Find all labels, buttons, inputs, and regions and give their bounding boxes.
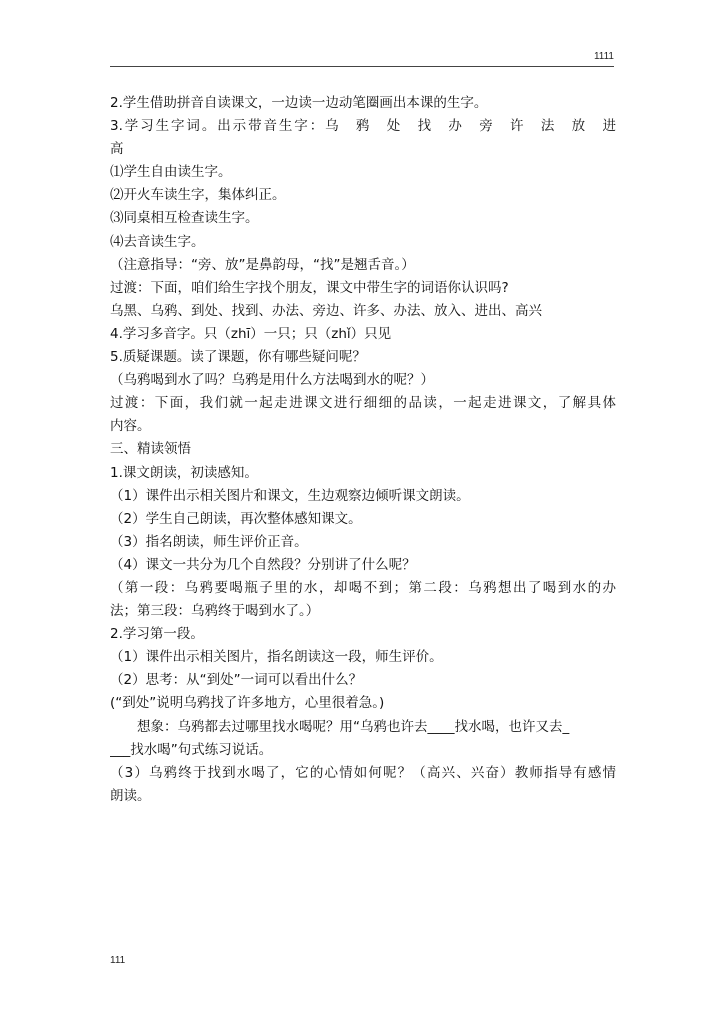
text-line: ⑵开火车读生字，集体纠正。: [110, 187, 286, 204]
text-line: 2.学习第一段。: [110, 626, 204, 643]
text-line: ⑴学生自由读生字。: [110, 164, 232, 181]
text-line: 1.课文朗读，初读感知。: [110, 464, 258, 481]
text-line: 过渡：下面，咱们给生字找个朋友，课文中带生字的词语你认识吗?: [110, 279, 509, 296]
text-line: 过渡：下面，我们就一起走进课文进行细细的品读，一起走进课文，了解具体: [110, 395, 616, 412]
text-line: ⑷去音读生字。: [110, 233, 205, 250]
text-line: 5.质疑课题。读了课题，你有哪些疑问呢？: [110, 349, 366, 366]
text-line: （1）课件出示相关图片和课文，生边观察边倾听课文朗读。: [110, 487, 470, 504]
text-line: ⑶同桌相互检查读生字。: [110, 210, 259, 227]
section-heading: 三、精读领悟: [110, 441, 191, 458]
text-line: 4.学习多音字。只（zhī）一只；只（zhǐ）只见: [110, 325, 392, 342]
text-line: （第一段：乌鸦要喝瓶子里的水，却喝不到；第二段：乌鸦想出了喝到水的办: [110, 579, 616, 596]
text-line: （3）乌鸦终于找到水喝了，它的心情如何呢？（高兴、兴奋）教师指导有感情: [110, 764, 616, 781]
header-page-number: 1111: [593, 51, 614, 62]
text-line: 2.学生借助拼音自读课文，一边读一边动笔圈画出本课的生字。: [110, 95, 488, 111]
text-line: （1）课件出示相关图片，指名朗读这一段，师生评价。: [110, 649, 443, 666]
text-line: 乌黑、乌鸦、到处、找到、办法、旁边、许多、办法、放入、进出、高兴: [110, 302, 542, 319]
footer-page-number: 111: [110, 955, 126, 966]
text-line: （3）指名朗读，师生评价正音。: [110, 533, 308, 550]
text-line: （2）思考：从“到处”一词可以看出什么？: [110, 672, 363, 689]
text-line: (“到处”说明乌鸦找了许多地方，心里很着急。): [110, 695, 385, 712]
text-line: （注意指导：“旁、放”是鼻韵母，“找”是翘舌音。）: [110, 256, 415, 273]
header-divider: [110, 66, 614, 67]
text-line: 内容。: [110, 418, 151, 435]
text-line: （乌鸦喝到水了吗？乌鸦是用什么方法喝到水的呢？）: [110, 372, 434, 389]
text-line: （4）课文一共分为几个自然段？分别讲了什么呢？: [110, 556, 416, 573]
text-line: 朗读。: [110, 787, 151, 804]
document-body: [110, 92, 616, 808]
text-line: ___找水喝”句式练习说话。: [110, 741, 273, 758]
text-line: 3.学习生字词。出示带音生字：乌 鸦 处 找 办 旁 许 法 放 进: [110, 118, 616, 135]
text-line: 法；第三段：乌鸦终于喝到水了。）: [110, 603, 320, 620]
text-line: 想象：乌鸦都去过哪里找水喝呢？用“乌鸦也许去____找水喝，也许又去_: [137, 718, 570, 735]
text-line: 高: [110, 141, 124, 158]
text-line: （2）学生自己朗读，再次整体感知课文。: [110, 510, 362, 527]
